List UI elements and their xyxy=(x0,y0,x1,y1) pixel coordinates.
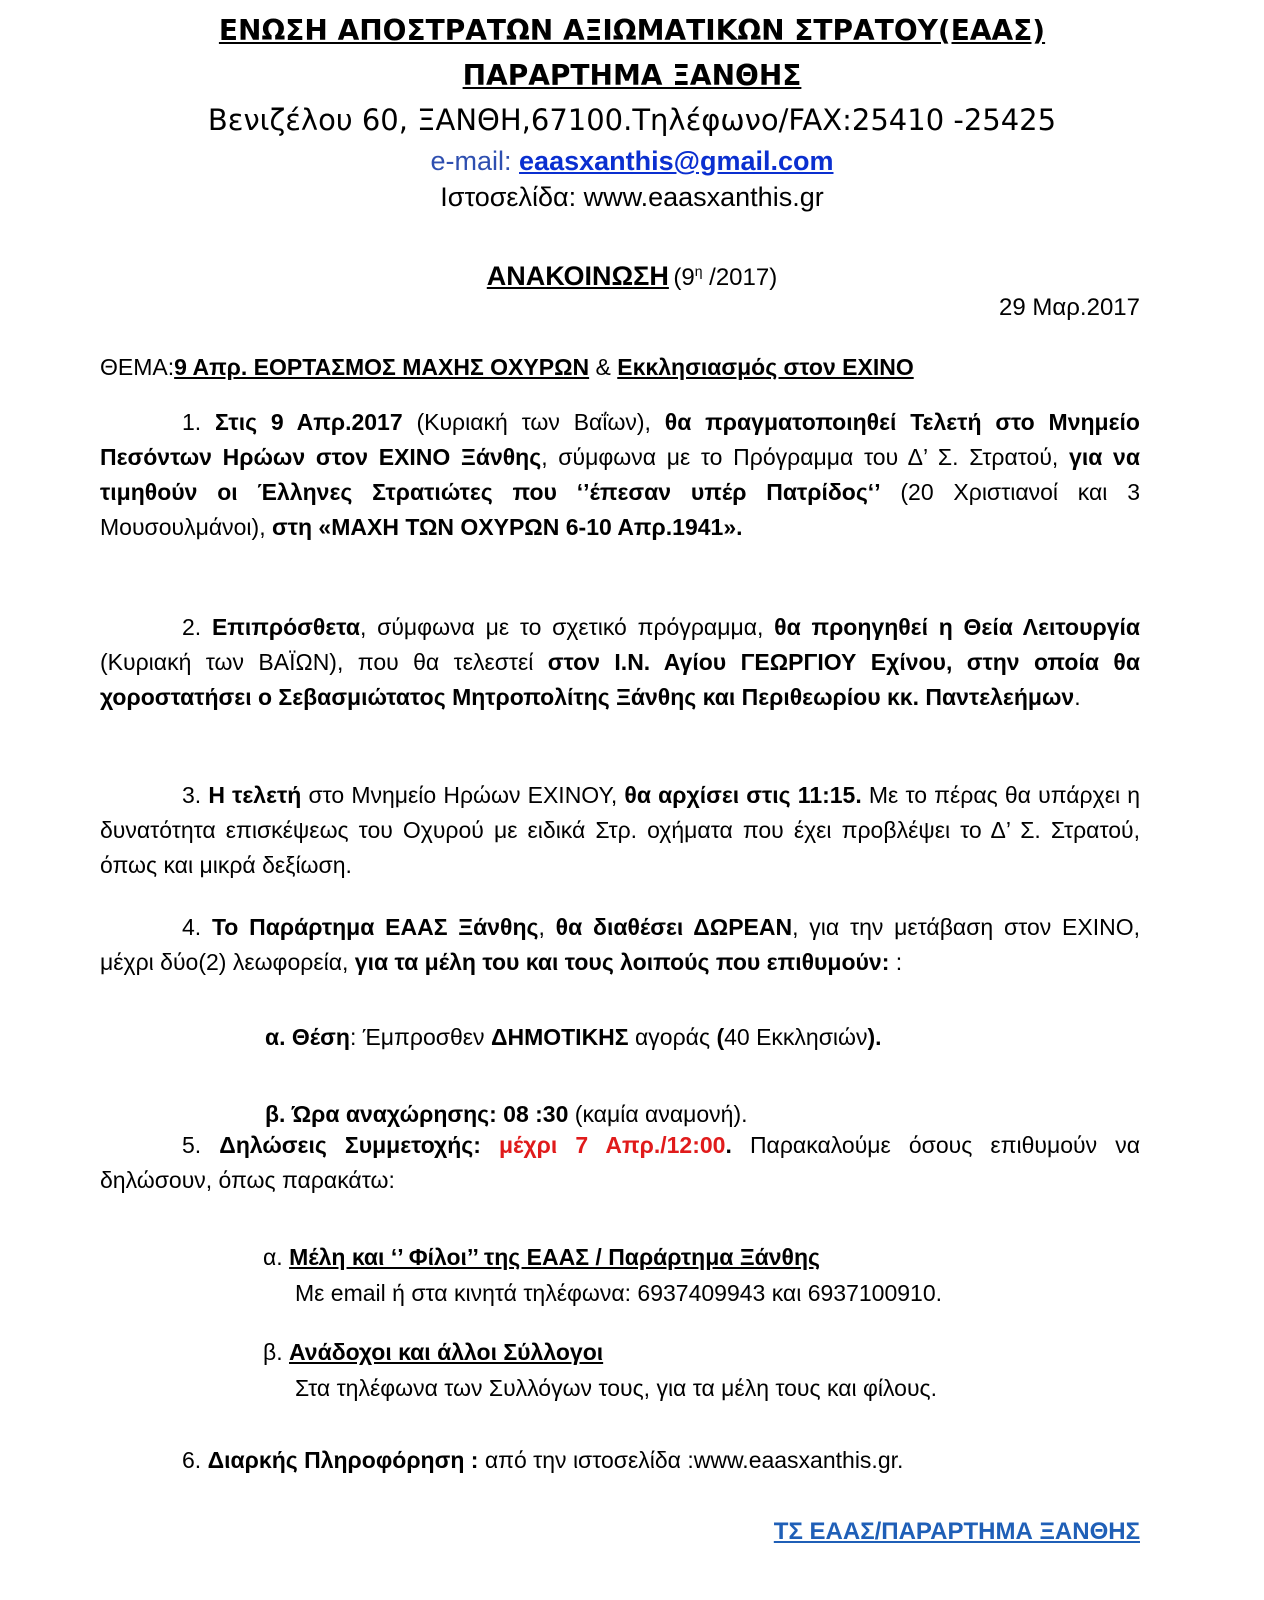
p2-t2: (Κυριακή των ΒΑΪΩΝ), που θα τελεστεί xyxy=(100,649,548,675)
title-num-open: (9 xyxy=(673,264,695,291)
p5-t2: Παρακαλούμε όσους επιθυμούν να δηλώσουν, όπως παρακάτω: xyxy=(100,1132,1140,1193)
p5-num: 5. xyxy=(182,1132,220,1158)
p4b-t1: (καμία αναμονή). xyxy=(568,1101,748,1127)
p4-b1: Το Παράρτημα ΕΑΑΣ Ξάνθης xyxy=(211,914,539,940)
p4a-t3: 40 Εκκλησιών xyxy=(724,1024,868,1050)
p5b-label: β. xyxy=(263,1339,290,1365)
p2-b2: θα προηγηθεί η Θεία Λειτουργία xyxy=(774,614,1141,640)
title-num-close: /2017) xyxy=(702,264,778,291)
p5-item-a xyxy=(263,1240,820,1275)
p3-b1: Η τελετή xyxy=(208,782,302,808)
paragraph-4 xyxy=(100,910,1140,980)
branch-name: ΠΑΡΑΡΤΗΜΑ ΞΑΝΘΗΣ xyxy=(462,59,802,92)
p6-t1: από την ιστοσελίδα :www.eaasxanthis.gr. xyxy=(478,1447,904,1473)
p4-item-a xyxy=(265,1020,882,1055)
p4-t1: , xyxy=(538,914,556,940)
p4-b3: για τα μέλη του και τους λοιπούς που επιθυμούν: xyxy=(354,949,890,975)
p3-num: 3. xyxy=(182,782,209,808)
p1-ceremony: θα πραγματοποιηθεί Τελετή στο Μνημείο Πεσόντων Ηρώων στον ΕΧΙΝΟ Ξάνθης xyxy=(100,409,1140,470)
p5-b2: . xyxy=(725,1132,732,1158)
p2-t1: , σύμφωνα με το σχετικό πρόγραμμα, xyxy=(360,614,775,640)
p1-t3: (20 Χριστιανοί και 3 Μουσουλμάνοι), xyxy=(100,479,1140,540)
p1-date: Στις 9 Απρ.2017 xyxy=(215,409,403,435)
p4-item-b xyxy=(265,1097,748,1132)
p1-t1: (Κυριακή των Βαΐων), xyxy=(402,409,665,435)
p6-b1: Διαρκής Πληροφόρηση : xyxy=(207,1447,479,1473)
p3-t1: στο Μνημείο Ηρώων ΕΧΙΝΟΥ, xyxy=(301,782,625,808)
p5-item-b xyxy=(263,1335,603,1370)
email-link[interactable]: eaasxanthis@gmail.com xyxy=(519,146,834,176)
p4a-t2: αγοράς xyxy=(628,1024,717,1050)
subject-amp: & xyxy=(589,354,618,380)
subject-part1: 9 Απρ. ΕΟΡΤΑΣΜΟΣ ΜΑΧΗΣ ΟΧΥΡΩΝ xyxy=(174,354,590,380)
p4-b2: θα διαθέσει ΔΩΡΕΑΝ xyxy=(555,914,793,940)
p4-num: 4. xyxy=(182,914,212,940)
paragraph-6 xyxy=(182,1443,903,1478)
p3-t2: Με το πέρας θα υπάρχει η δυνατότητα επισκέψεως του Οχυρού με ειδικά Στρ. οχήματα που έχει προβλέψει το Δ’ Σ. Στρατού, όπως και μικρά δεξίωση. xyxy=(100,782,1141,878)
p1-t2: , σύμφωνα με το Πρόγραμμα του Δ’ Σ. Στρατού, xyxy=(541,444,1070,470)
p5a-label: α. xyxy=(263,1244,290,1270)
p6-num: 6. xyxy=(182,1447,208,1473)
p4b-b1: β. Ώρα αναχώρησης: 08 :30 xyxy=(265,1101,569,1127)
p4-t3: : xyxy=(889,949,903,975)
p4-t2: , για την μετάβαση στον ΕΧΙΝΟ, μέχρι δύο(2) λεωφορεία, xyxy=(100,914,1140,975)
title-num-sup: η xyxy=(694,263,703,279)
p4a-b3: ( xyxy=(716,1024,725,1050)
p5-deadline: μέχρι 7 Απρ./12:00 xyxy=(498,1132,726,1158)
subject-line xyxy=(100,350,914,385)
paragraph-1 xyxy=(100,405,1140,545)
p5-t1 xyxy=(481,1132,499,1158)
p5-item-b-text: Στα τηλέφωνα των Συλλόγων τους, για τα μέλη τους και φίλους. xyxy=(295,1375,938,1401)
p2-num: 2. xyxy=(182,614,212,640)
signature: ΤΣ ΕΑΑΣ/ΠΑΡΑΡΤΗΜΑ ΞΑΝΘΗΣ xyxy=(773,1518,1140,1545)
org-name: ΕΝΩΣΗ ΑΠΟΣΤΡΑΤΩΝ ΑΞΙΩΜΑΤΙΚΩΝ ΣΤΡΑΤΟΥ(ΕΑΑΣ) xyxy=(218,14,1046,47)
p5b-title: Ανάδοχοι και άλλοι Σύλλογοι xyxy=(289,1339,604,1365)
title-main: ΑΝΑΚΟΙΝΩΣΗ xyxy=(486,261,669,291)
email-label: e-mail: xyxy=(430,146,512,176)
p3-b2: θα αρχίσει στις 11:15. xyxy=(624,782,862,808)
p1-num: 1. xyxy=(182,409,216,435)
p2-t3: . xyxy=(1074,684,1081,710)
p4a-b4: ). xyxy=(867,1024,882,1050)
paragraph-2 xyxy=(100,610,1140,715)
paragraph-3 xyxy=(100,778,1140,883)
p4a-t1: : Έμπροσθεν xyxy=(349,1024,491,1050)
p2-b1: Επιπρόσθετα xyxy=(211,614,361,640)
p5a-title: Μέλη και ‘’ Φίλοι’’ της ΕΑΑΣ / Παράρτημα Ξάνθης xyxy=(289,1244,820,1270)
address-line: Βενιζέλου 60, ΞΑΝΘΗ,67100.Τηλέφωνο/FAX:25410 -25425 xyxy=(207,103,1057,137)
p5-item-a-text: Με email ή στα κινητά τηλέφωνα: 6937409943 και 6937100910. xyxy=(295,1280,943,1306)
p5-b1: Δηλώσεις Συμμετοχής: xyxy=(219,1132,481,1158)
p2-b3: στον Ι.Ν. Αγίου ΓΕΩΡΓΙΟΥ Εχίνου, στην οποία θα χοροστατήσει ο Σεβασμιώτατος Μητροπολίτης Ξάνθης και Περιθεωρίου κκ. Παντελεήμων xyxy=(100,649,1140,710)
paragraph-5 xyxy=(100,1128,1140,1198)
subject-part2: Εκκλησιασμός στον ΕΧΙΝΟ xyxy=(617,354,914,380)
announcement-date: 29 Μαρ.2017 xyxy=(999,294,1140,321)
p1-battle: στη «ΜΑΧΗ ΤΩΝ ΟΧΥΡΩΝ 6-10 Απρ.1941». xyxy=(271,514,743,540)
announcement-title xyxy=(0,261,1264,292)
p4a-b2: ΔΗΜΟΤΙΚΗΣ xyxy=(490,1024,629,1050)
title-number xyxy=(673,264,777,291)
subject-label: ΘΕΜΑ: xyxy=(100,354,175,380)
website-line: Ιστοσελίδα: www.eaasxanthis.gr xyxy=(440,182,824,212)
email-line xyxy=(0,148,1264,175)
p1-honor: για να τιμηθούν οι Έλληνες Στρατιώτες που ‘’έπεσαν υπέρ Πατρίδος‘’ xyxy=(100,444,1140,505)
p4a-b1: α. Θέση xyxy=(265,1024,350,1050)
